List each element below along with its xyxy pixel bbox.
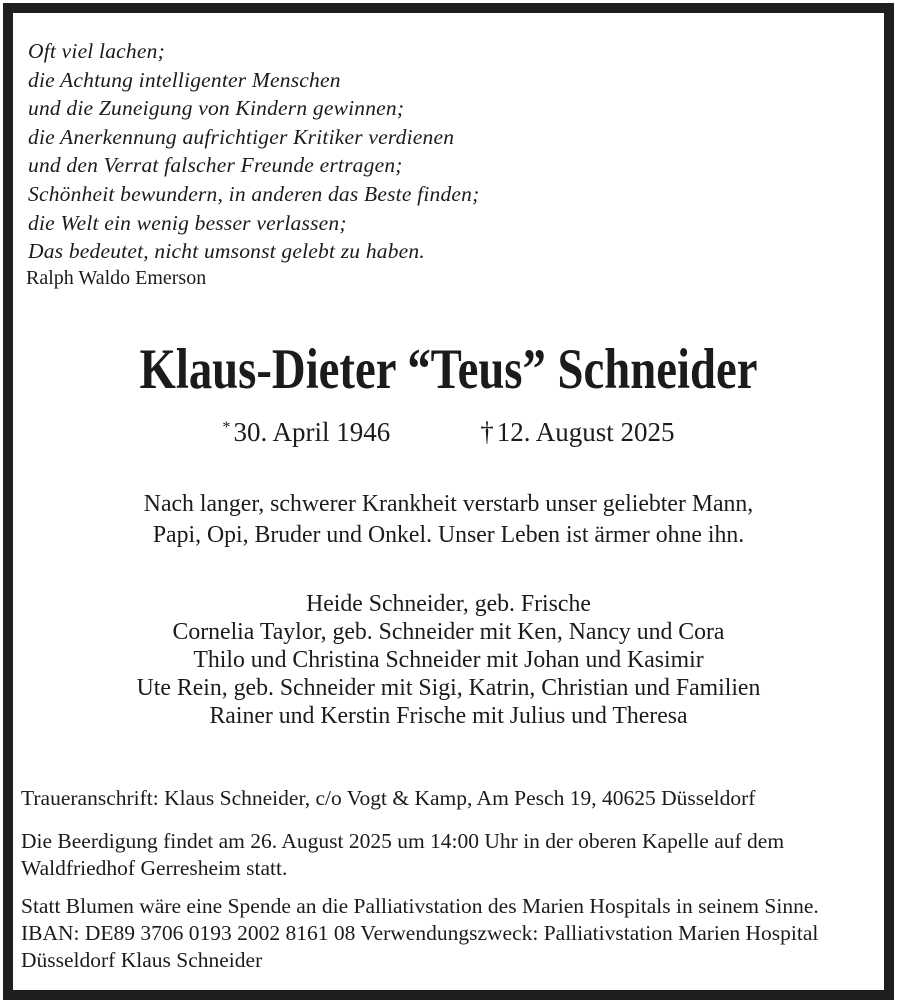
memorial-poem (28, 37, 884, 266)
poem-line: die Achtung intelligenter Menschen (28, 67, 341, 92)
poem-line: und die Zuneigung von Kindern gewinnen; (28, 96, 405, 121)
poem-line: die Anerkennung aufrichtiger Kritiker verdienen (28, 124, 455, 149)
obituary-notice (3, 3, 894, 1000)
funeral-info-line: Waldfriedhof Gerresheim statt. (21, 855, 288, 880)
mourner-line: Thilo und Christina Schneider mit Johan und Kasimir (193, 645, 704, 673)
mourning-address (21, 785, 884, 812)
poem-line: Das bedeutet, nicht umsonst gelebt zu haben. (28, 239, 425, 264)
funeral-info (21, 828, 884, 882)
life-dates (13, 415, 884, 453)
funeral-info-line: Die Beerdigung findet am 26. August 2025 um 14:00 Uhr in der oberen Kapelle auf dem (21, 828, 785, 853)
donation-info-line: IBAN: DE89 3706 0193 2002 8161 08 Verwendungszweck: Palliativstation Marien Hospital (21, 920, 819, 945)
mourner-line: Rainer und Kerstin Frische mit Julius und Theresa (209, 701, 688, 729)
death-date (480, 415, 674, 453)
announcement-line: Papi, Opi, Bruder und Onkel. Unser Leben ist ärmer ohne ihn. (152, 521, 745, 549)
born-asterisk-icon: * (222, 417, 231, 436)
deceased-name: Klaus-Dieter “Teus” Schneider (139, 337, 758, 401)
death-announcement (26, 488, 871, 551)
mourner-line: Cornelia Taylor, geb. Schneider mit Ken, Nancy und Cora (172, 617, 725, 645)
poem-line: Schönheit bewundern, in anderen das Beste finden; (28, 181, 480, 206)
mourning-address-line: Traueranschrift: Klaus Schneider, c/o Vogt & Kamp, Am Pesch 19, 40625 Düsseldorf (21, 785, 756, 810)
poem-attribution: Ralph Waldo Emerson (26, 266, 207, 289)
poem-line: und den Verrat falscher Freunde ertragen; (28, 153, 403, 178)
announcement-line: Nach langer, schwerer Krankheit verstarb unser geliebter Mann, (143, 489, 754, 517)
died-cross-icon: † (480, 416, 494, 447)
donation-info (21, 893, 884, 974)
mourner-line: Heide Schneider, geb. Frische (306, 589, 591, 617)
death-date-text: 12. August 2025 (496, 416, 675, 447)
mourners-list (26, 590, 871, 730)
donation-info-line: Düsseldorf Klaus Schneider (21, 947, 263, 972)
birth-date-text: 30. April 1946 (233, 416, 391, 447)
donation-info-line: Statt Blumen wäre eine Spende an die Palliativstation des Marien Hospitals in seinem Sinne. (21, 893, 819, 918)
poem-line: die Welt ein wenig besser verlassen; (28, 210, 347, 235)
poem-line: Oft viel lachen; (28, 39, 165, 63)
mourner-line: Ute Rein, geb. Schneider mit Sigi, Katrin, Christian und Familien (136, 673, 761, 701)
birth-date (222, 415, 390, 453)
